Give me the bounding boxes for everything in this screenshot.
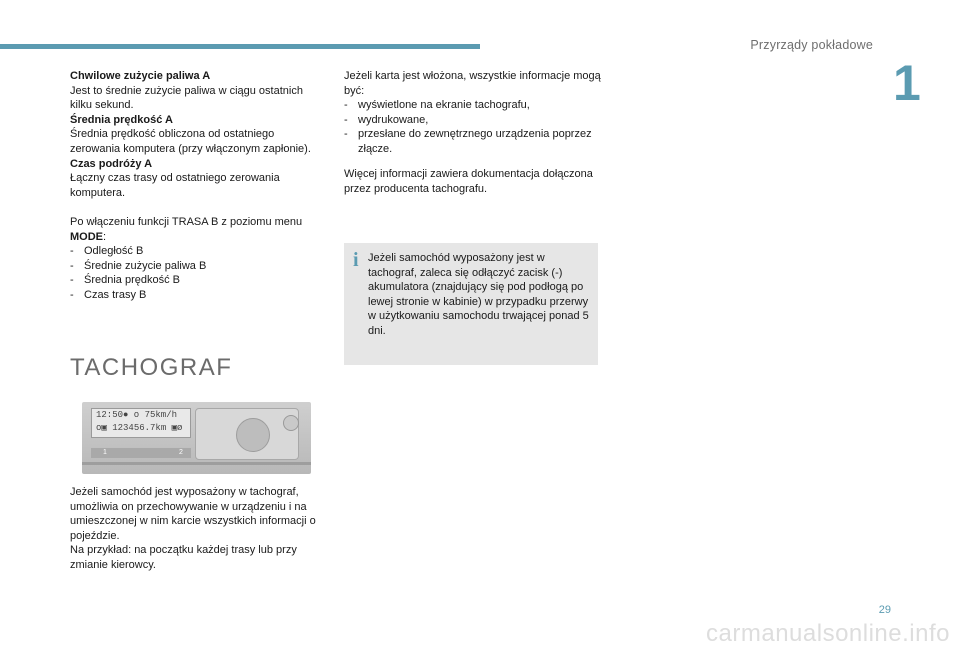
card-slot: 1 2 [91,448,191,458]
chapter-number: 1 [893,55,921,111]
list-item: - Czas trasy B [70,288,147,301]
time-text: Łączny czas trasy od ostatniego zerowania komputera. [70,172,280,199]
list-item: - Odległość B [70,245,144,258]
info-text: Jeżeli samochód wyposażony jest w tachograf, zaleca się odłączyć zacisk (-) akumulatora (znajdujący się pod podłogą po lewej stronie w kabinie) w przypadku przerwy w użytkowaniu samochodu trwającej ponad 5 dni. [368,252,589,337]
time-title: Czas podróży A [70,157,153,170]
list-item: - przesłane do zewnętrznego urządzenia poprzez złącze. [344,128,592,155]
speed-title: Średnia prędkość A [70,113,173,126]
menu-intro: Po włączeniu funkcji TRASA B z poziomu menu [70,216,303,228]
menu-colon: : [103,230,107,243]
fuel-speed-section [70,69,320,200]
tacho-text2: Na przykład: na początku każdej trasy lub przy zmianie kierowcy. [70,544,297,571]
header-accent-bar [0,44,480,49]
fuel-text: Jest to średnie zużycie paliwa w ciągu ostatnich kilku sekund. [70,84,303,112]
list-item: - Średnia prędkość B [70,274,180,287]
fuel-title: Chwilowe zużycie paliwa A [70,70,211,82]
page-header-title: Przyrządy pokładowe [750,38,873,52]
page-number: 29 [878,604,891,616]
tacho-text1: Jeżeli samochód jest wyposażony w tachograf, umożliwia on przechowywanie w urządzeniu i na umieszczonej w nim karcie wszystkich informacji o pojeździe. [70,486,316,542]
eject-button-icon [283,415,299,431]
list-item: - wydrukowane, [344,113,429,126]
speed-text: Średnia prędkość obliczona od ostatniego zerowania komputera (przy włączonym zapłonie). [70,128,311,155]
menu-mode: MODE [70,230,103,243]
watermark: carmanualsonline.info [706,620,950,647]
info-icon: i [353,249,359,271]
card-info-section [344,69,602,157]
card-intro: Jeżeli karta jest włożona, wszystkie informacje mogą być: [344,70,601,97]
trip-b-section [70,215,320,303]
list-item: - Średnie zużycie paliwa B [70,259,207,272]
tachograph-base [82,462,311,465]
tachograph-illustration [82,402,311,474]
tachograph-description [70,485,320,573]
list-item: - wyświetlone na ekranie tachografu, [344,99,530,112]
tachograph-display: 12:50● o 75km/h o▣ 123456.7km ▣ø [91,408,191,438]
section-title-tachograph: TACHOGRAF [70,354,233,381]
docs-text: Więcej informacji zawiera dokumentacja dołączona przez producenta tachografu. [344,168,593,195]
dial-icon [236,418,270,452]
tachograph-button-panel [195,408,299,460]
info-box [344,243,598,365]
